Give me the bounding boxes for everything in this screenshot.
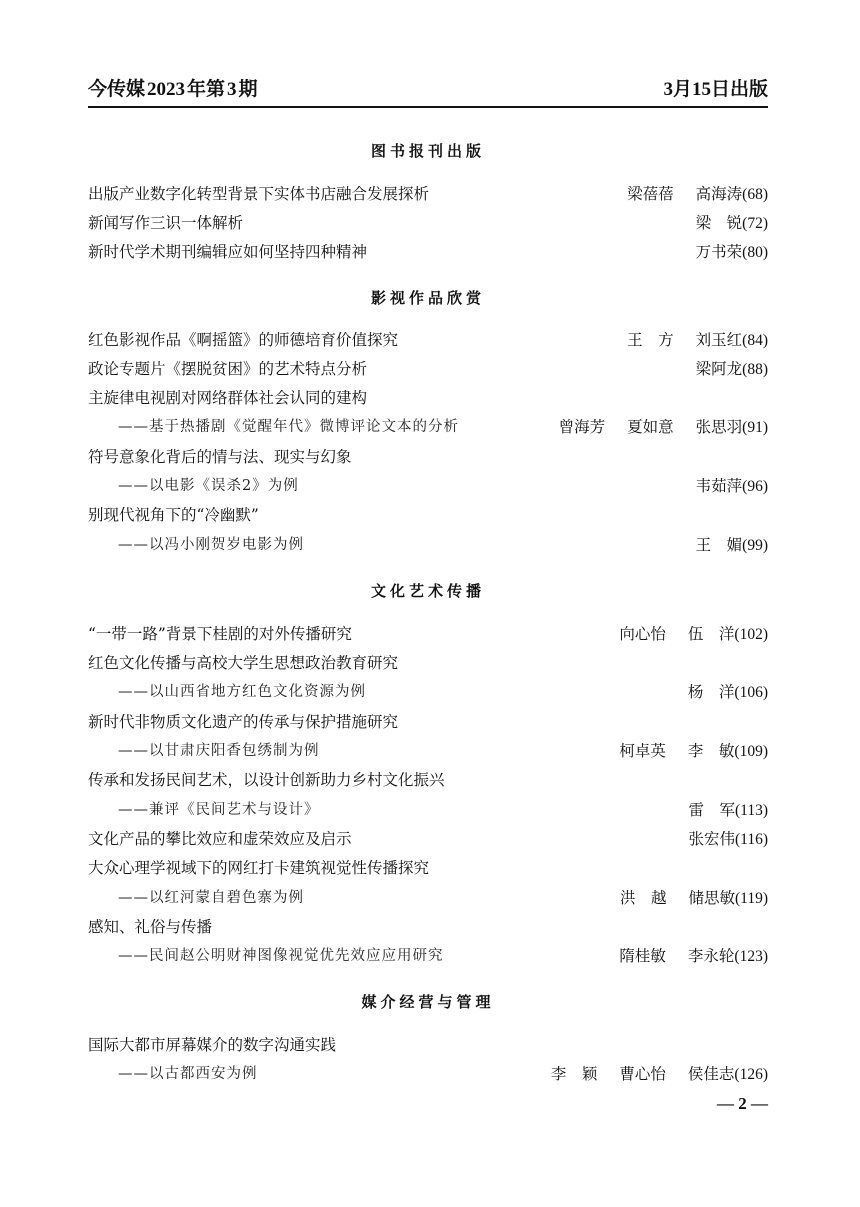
entry-byline (559, 415, 768, 437)
entry-subtitle: ——以山西省地方红色文化资源为例 (118, 684, 366, 700)
entry-page: (102) (734, 626, 768, 643)
entry-author: 高海涛 (695, 185, 743, 203)
toc-entry-subtitle (88, 886, 768, 910)
entry-byline (551, 1062, 768, 1084)
entry-subtitle: ——基于热播剧《觉醒年代》微博评论文本的分析 (118, 419, 459, 435)
page-number: — 2 — (717, 1094, 768, 1113)
entry-page: (91) (742, 419, 768, 436)
entry-page: (99) (742, 537, 768, 554)
entry-byline (696, 211, 768, 233)
entry-author: 梁 锐 (695, 214, 743, 232)
entry-page: (106) (734, 684, 768, 701)
entry-author: 李永轮 (687, 947, 735, 965)
section-heading: 图书报刊出版 (370, 142, 485, 160)
entry-page: (123) (734, 948, 768, 965)
issue-number: 3 (227, 79, 237, 100)
entry-title: 别现代视角下的“冷幽默” (88, 506, 259, 524)
entry-byline (619, 739, 768, 761)
entry-author: 梁蓓蓓 (627, 185, 674, 203)
entry-author: 韦茹萍 (695, 477, 743, 495)
entry-page: (126) (734, 1066, 768, 1083)
entry-author: 隋桂敏 (619, 947, 666, 965)
toc-entry[interactable] (88, 915, 768, 939)
entry-title: 出版产业数字化转型背景下实体书店融合发展探析 (88, 185, 430, 203)
entry-author: 李 敏 (687, 742, 735, 760)
toc-entry-subtitle (88, 415, 768, 439)
entry-byline (688, 798, 768, 820)
entry-page: (84) (742, 332, 768, 349)
entry-byline (627, 328, 768, 350)
entry-author: 张宏伟 (688, 830, 735, 848)
toc-entry-subtitle (88, 533, 768, 557)
toc-entry[interactable] (88, 357, 768, 381)
date-month: 3 (663, 79, 673, 100)
date-day: 15 (691, 79, 711, 100)
toc-entry-subtitle (88, 1062, 768, 1086)
entry-title: 文化产品的攀比效应和虚荣效应及启示 (88, 830, 352, 848)
issue-label: 年第 (187, 78, 226, 100)
toc-entry[interactable] (88, 768, 768, 792)
entry-title: 符号意象化背后的情与法、现实与幻象 (88, 448, 352, 466)
toc-entry[interactable] (88, 651, 768, 675)
publish-date (663, 74, 768, 101)
toc-entry[interactable] (88, 386, 768, 410)
toc-entry[interactable] (88, 710, 768, 734)
entry-title: 红色文化传播与高校大学生思想政治教育研究 (88, 654, 399, 672)
date-suffix: 日出版 (710, 78, 768, 100)
entry-byline (627, 182, 768, 204)
toc-entry[interactable] (88, 827, 768, 851)
toc-entry[interactable] (88, 445, 768, 469)
entry-author: 曹心怡 (619, 1065, 666, 1083)
entry-author: 向心怡 (619, 625, 666, 643)
entry-byline (620, 886, 768, 908)
issue-suffix: 期 (238, 78, 258, 100)
entry-title: 红色影视作品《啊摇篮》的师德培育价值探究 (88, 331, 399, 349)
entry-subtitle: ——以甘肃庆阳香包绣制为例 (118, 743, 320, 759)
entry-title: 大众心理学视域下的网红打卡建筑视觉性传播探究 (88, 859, 430, 877)
entry-page: (113) (735, 802, 768, 819)
toc-entry-subtitle (88, 944, 768, 968)
toc-entry-subtitle (88, 474, 768, 498)
toc-entry[interactable] (88, 240, 768, 264)
entry-subtitle: ——民间赵公明财神图像视觉优先效应应用研究 (118, 948, 444, 964)
entry-page: (109) (734, 743, 768, 760)
entry-page: (72) (742, 215, 768, 232)
entry-subtitle: ——兼评《民间艺术与设计》 (118, 802, 320, 818)
entry-title: “一带一路”背景下桂剧的对外传播研究 (88, 625, 352, 643)
entry-byline (688, 680, 768, 702)
entry-subtitle: ——以冯小刚贺岁电影为例 (118, 537, 304, 553)
entry-title: 新时代学术期刊编辑应如何坚持四种精神 (88, 243, 368, 261)
entry-title: 传承和发扬民间艺术，以设计创新助力乡村文化振兴 (88, 771, 445, 789)
entry-author: 梁阿龙 (695, 360, 743, 378)
journal-name: 今传媒 (88, 78, 146, 100)
entry-page: (116) (735, 831, 768, 848)
section-heading: 影视作品欣赏 (370, 289, 485, 307)
entry-byline (696, 240, 768, 262)
entry-author: 刘玉红 (695, 331, 743, 349)
entry-author: 王 方 (627, 331, 674, 349)
toc-entry[interactable] (88, 503, 768, 527)
entry-title: 国际大都市屏幕媒介的数字沟通实践 (88, 1036, 337, 1054)
entry-author: 洪 越 (619, 889, 667, 907)
entry-subtitle: ——以红河蒙自碧色寨为例 (118, 890, 304, 906)
section-heading: 文化艺术传播 (370, 582, 485, 600)
toc-entry[interactable] (88, 856, 768, 880)
entry-title: 主旋律电视剧对网络群体社会认同的建构 (88, 389, 368, 407)
toc-entry-subtitle (88, 680, 768, 704)
entry-author: 王 媚 (695, 536, 743, 554)
entry-byline (688, 827, 768, 849)
header-rule (88, 106, 768, 108)
toc-entry[interactable] (88, 328, 768, 352)
toc-entry-subtitle (88, 798, 768, 822)
entry-author: 储思敏 (688, 889, 735, 907)
toc-entry[interactable] (88, 211, 768, 235)
entry-byline (619, 622, 768, 644)
entry-byline (619, 944, 768, 966)
entry-page: (119) (735, 890, 768, 907)
entry-author: 雷 军 (688, 801, 735, 819)
entry-page: (88) (742, 361, 768, 378)
entry-title: 新时代非物质文化遗产的传承与保护措施研究 (88, 713, 399, 731)
date-month-label: 月 (672, 78, 692, 100)
entry-page: (68) (742, 186, 768, 203)
entry-author: 夏如意 (627, 418, 674, 436)
entry-page: (96) (742, 478, 768, 495)
entry-subtitle: ——以古都西安为例 (118, 1066, 258, 1082)
entry-title: 感知、礼俗与传播 (88, 918, 213, 936)
toc-entry[interactable] (88, 622, 768, 646)
entry-author: 万书荣 (695, 243, 743, 261)
entry-author: 侯佳志 (687, 1065, 735, 1083)
entry-title: 新闻写作三识一体解析 (88, 214, 244, 232)
entry-byline (696, 357, 768, 379)
entry-author: 柯卓英 (619, 742, 666, 760)
entry-author: 伍 洋 (687, 625, 735, 643)
toc-entry[interactable] (88, 1033, 768, 1057)
entry-byline (696, 474, 768, 496)
running-header (88, 74, 768, 104)
entry-byline (696, 533, 768, 555)
section-heading: 媒介经营与管理 (361, 993, 495, 1011)
entry-subtitle: ——以电影《误杀2》为例 (118, 478, 299, 494)
toc-entry-subtitle (88, 739, 768, 763)
entry-page: (80) (742, 244, 768, 261)
journal-issue (88, 74, 258, 101)
entry-title: 政论专题片《摆脱贫困》的艺术特点分析 (88, 360, 368, 378)
entry-author: 李 颖 (550, 1065, 598, 1083)
entry-author: 曾海芳 (558, 418, 606, 436)
entry-author: 张思羽 (695, 418, 743, 436)
toc-entry[interactable] (88, 182, 768, 206)
entry-author: 杨 洋 (687, 683, 735, 701)
issue-year: 2023 (147, 79, 186, 100)
